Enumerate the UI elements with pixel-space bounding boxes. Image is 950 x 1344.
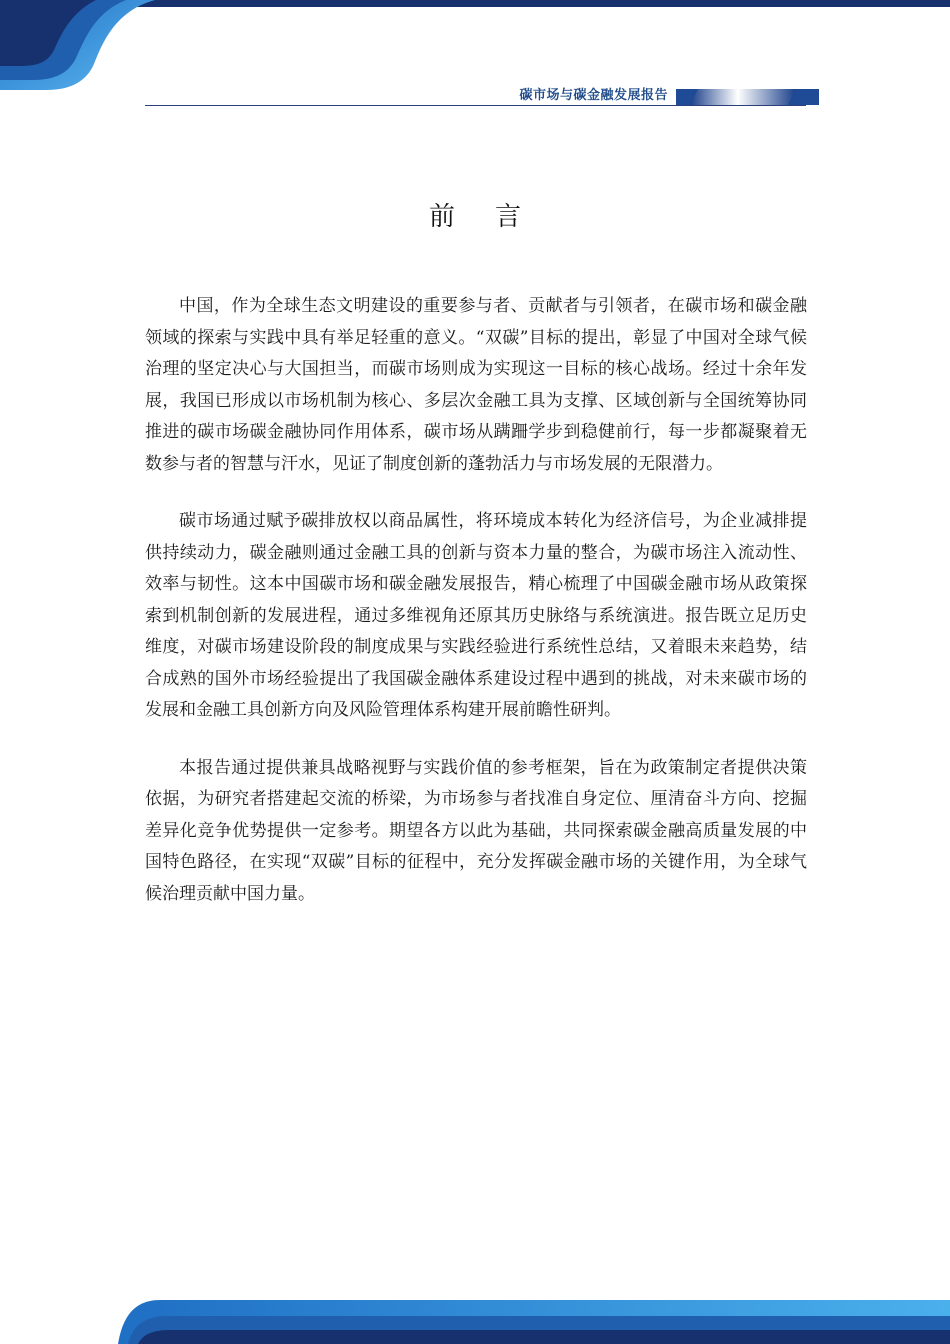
bottom-wave-decoration xyxy=(0,1290,950,1344)
page-title: 前言 xyxy=(428,202,561,232)
paragraph-1: 中国，作为全球生态文明建设的重要参与者、贡献者与引领者，在碳市场和碳金融领域的探索与实践中具有举足轻重的意义。“双碳”目标的提出，彰显了中国对全球气候治理的坚定决心与大国担当，而碳市场则成为实现这一目标的核心战场。经过十余年发展，我国已形成以市场机制为核心、多层次金融工具为支撑、区域创新与全国统筹协同推进的碳市场碳金融协同作用体系，碳市场从蹒跚学步到稳健前行，每一步都凝聚着无数参与者的智慧与汗水，见证了制度创新的蓬勃活力与市场发展的无限潜力。 xyxy=(145,296,807,474)
header-rule-line xyxy=(145,105,806,106)
preface-body xyxy=(145,291,807,936)
paragraph-3: 本报告通过提供兼具战略视野与实践价值的参考框架，旨在为政策制定者提供决策依据，为研究者搭建起交流的桥梁，为市场参与者找准自身定位、厘清奋斗方向、挖掘差异化竞争优势提供一定参考。期望各方以此为基础，共同探索碳金融高质量发展的中国特色路径，在实现“双碳”目标的征程中，充分发挥碳金融市场的关键作用，为全球气候治理贡献中国力量。 xyxy=(145,757,807,904)
running-header-title: 碳市场与碳金融发展报告 xyxy=(519,88,668,103)
header-stripe-bar xyxy=(676,89,819,105)
top-wave-decoration xyxy=(0,0,950,100)
paragraph-2: 碳市场通过赋予碳排放权以商品属性，将环境成本转化为经济信号，为企业减排提供持续动力，碳金融则通过金融工具的创新与资本力量的整合，为碳市场注入流动性、效率与韧性。这本中国碳市场和碳金融发展报告，精心梳理了中国碳金融市场从政策探索到机制创新的发展进程，通过多维视角还原其历史脉络与系统演进。报告既立足历史维度，对碳市场建设阶段的制度成果与实践经验进行系统性总结，又着眼未来趋势，结合成熟的国外市场经验提出了我国碳金融体系建设过程中遇到的挑战，对未来碳市场的发展和金融工具创新方向及风险管理体系构建开展前瞻性研判。 xyxy=(145,511,807,720)
